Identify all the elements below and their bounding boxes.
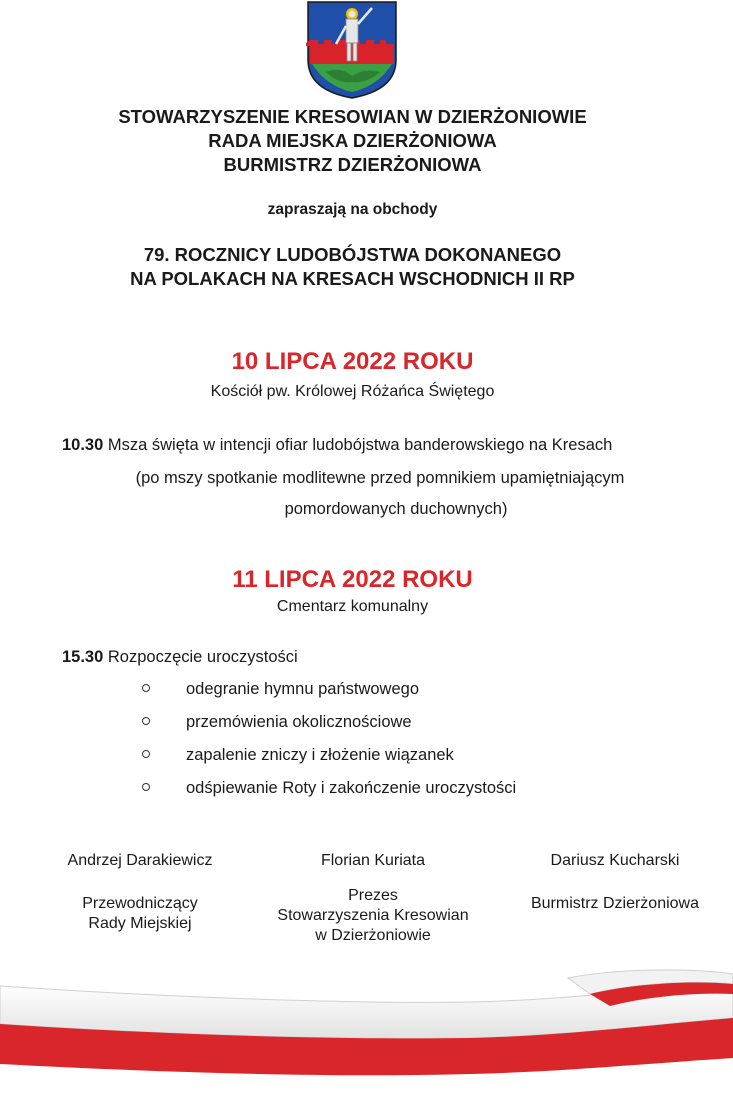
signatory-title-line: Przewodniczący bbox=[82, 895, 198, 912]
signatory-1 bbox=[40, 0, 240, 1100]
signatory-title-line: Prezes bbox=[348, 887, 398, 904]
day1-date: 10 LIPCA 2022 ROKU bbox=[231, 348, 474, 375]
day1-note-line-1: (po mszy spotkanie modlitewne przed pomnikiem upamiętniającym bbox=[135, 469, 625, 487]
signatory-2 bbox=[262, 0, 484, 1100]
signatory-title-line: w Dzierżoniowie bbox=[315, 927, 431, 944]
list-item-text: przemówienia okolicznościowe bbox=[186, 713, 412, 731]
day2-time: 15.30 bbox=[62, 648, 104, 666]
day1-note-line-2: pomordowanych duchownych) bbox=[284, 500, 508, 518]
signatory-3 bbox=[510, 0, 720, 1100]
signatory-name: Andrzej Darakiewicz bbox=[67, 852, 213, 869]
day2-place: Cmentarz komunalny bbox=[276, 598, 429, 615]
signatory-name: Dariusz Kucharski bbox=[550, 852, 680, 869]
organizer-line-1: STOWARZYSZENIE KRESOWIAN W DZIERŻONIOWIE bbox=[118, 106, 587, 127]
day2-event-text: Rozpoczęcie uroczystości bbox=[103, 648, 298, 666]
invitation-text: zapraszają na obchody bbox=[267, 201, 438, 218]
day2-date: 11 LIPCA 2022 ROKU bbox=[232, 566, 473, 593]
signatory-title bbox=[262, 886, 484, 946]
organizer-line-2: RADA MIEJSKA DZIERŻONIOWA bbox=[208, 130, 497, 151]
announcement-line-1: 79. ROCZNICY LUDOBÓJSTWA DOKONANEGO bbox=[143, 244, 562, 265]
polish-flag-ribbon-icon bbox=[0, 960, 733, 1100]
announcement-line-2: NA POLAKACH NA KRESACH WSCHODNICH II RP bbox=[130, 268, 575, 289]
list-item-text: odśpiewanie Roty i zakończenie uroczystości bbox=[186, 779, 517, 797]
signatory-title-line: Stowarzyszenia Kresowian bbox=[277, 907, 469, 924]
signatory-title-line: Burmistrz Dzierżoniowa bbox=[530, 895, 700, 912]
day1-place: Kościół pw. Królowej Różańca Świętego bbox=[210, 383, 495, 400]
day1-time: 10.30 bbox=[62, 436, 104, 454]
signatory-title-line: Rady Miejskiej bbox=[88, 915, 192, 932]
list-item-text: odegranie hymnu państwowego bbox=[186, 680, 419, 698]
day1-event-text: Msza święta w intencji ofiar ludobójstwa banderowskiego na Kresach bbox=[103, 436, 613, 454]
signatory-title bbox=[510, 894, 720, 914]
signatory-title bbox=[40, 894, 240, 934]
signatory-name: Florian Kuriata bbox=[320, 852, 426, 869]
list-item-text: zapalenie zniczy i złożenie wiązanek bbox=[186, 746, 454, 764]
organizer-line-3: BURMISTRZ DZIERŻONIOWA bbox=[223, 154, 482, 175]
